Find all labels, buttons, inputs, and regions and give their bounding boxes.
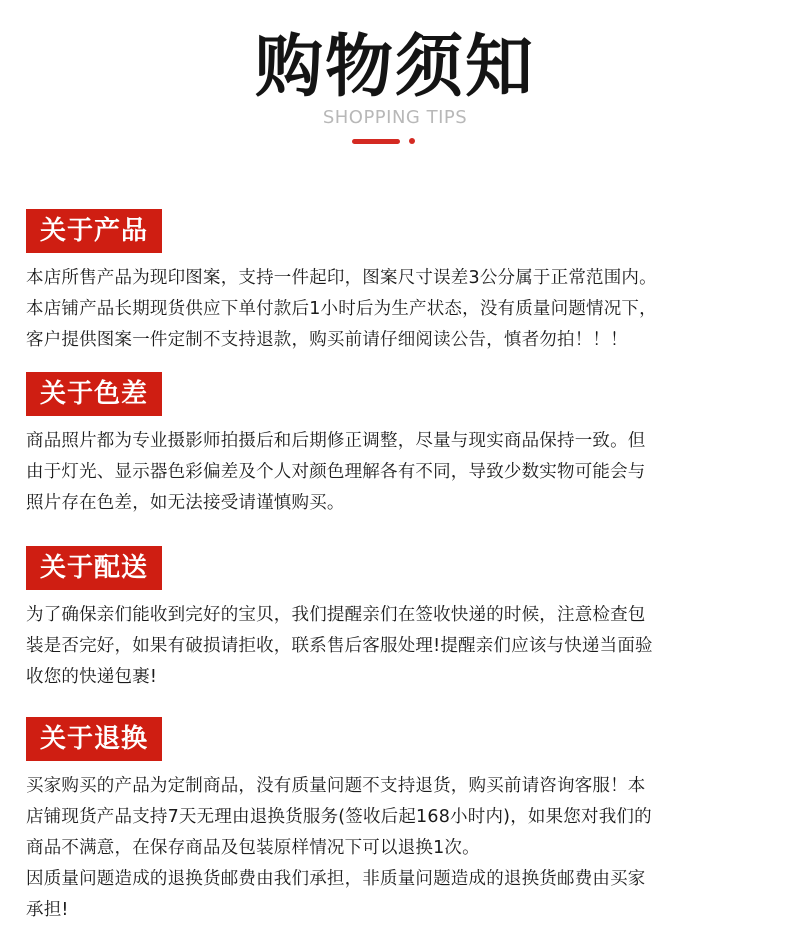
section-delivery <box>26 546 766 693</box>
section-text: 商品照片都为专业摄影师拍摄后和后期修正调整，尽量与现实商品保持一致。但 由于灯光、显示器色彩偏差及个人对颜色理解各有不同，导致少数实物可能会与 照片存在色差，如无法接受请谨慎购买。 <box>26 431 646 513</box>
section-text: 为了确保亲们能收到完好的宝贝，我们提醒亲们在签收快递的时候，注意检查包 装是否完好，如果有破损请拒收，联系售后客服处理!提醒亲们应该与快递当面验 收您的快递包裹! <box>26 605 653 687</box>
section-returns <box>26 717 766 926</box>
page-title: 购物须知 <box>254 28 535 107</box>
section-tag: 关于产品 <box>26 209 162 253</box>
section-tag: 关于色差 <box>26 372 162 416</box>
section-text: 买家购买的产品为定制商品，没有质量问题不支持退货，购买前请咨询客服！本 店铺现货产品支持7天无理由退换货服务(签收后起168小时内)，如果您对我们的 商品不满意，在保存商品及包装原样情况下可以退换1次。 因质量问题造成的退换货邮费由我们承担，非质量问题造成的退换货邮费由买家 承担! <box>26 776 652 920</box>
section-color-difference <box>26 372 766 519</box>
section-text: 本店所售产品为现印图案，支持一件起印，图案尺寸误差3公分属于正常范围内。 本店铺产品长期现货供应下单付款后1小时后为生产状态，没有质量问题情况下， 客户提供图案一件定制不支持退款，购买前请仔细阅读公告，慎者勿拍！！！ <box>26 268 657 350</box>
page-header <box>0 0 790 160</box>
page-subtitle: SHOPPING TIPS <box>322 107 468 128</box>
title-underline-bar <box>352 139 400 144</box>
section-tag: 关于退换 <box>26 717 162 761</box>
section-product <box>26 209 766 356</box>
section-tag: 关于配送 <box>26 546 162 590</box>
title-underline-dot <box>409 138 415 144</box>
